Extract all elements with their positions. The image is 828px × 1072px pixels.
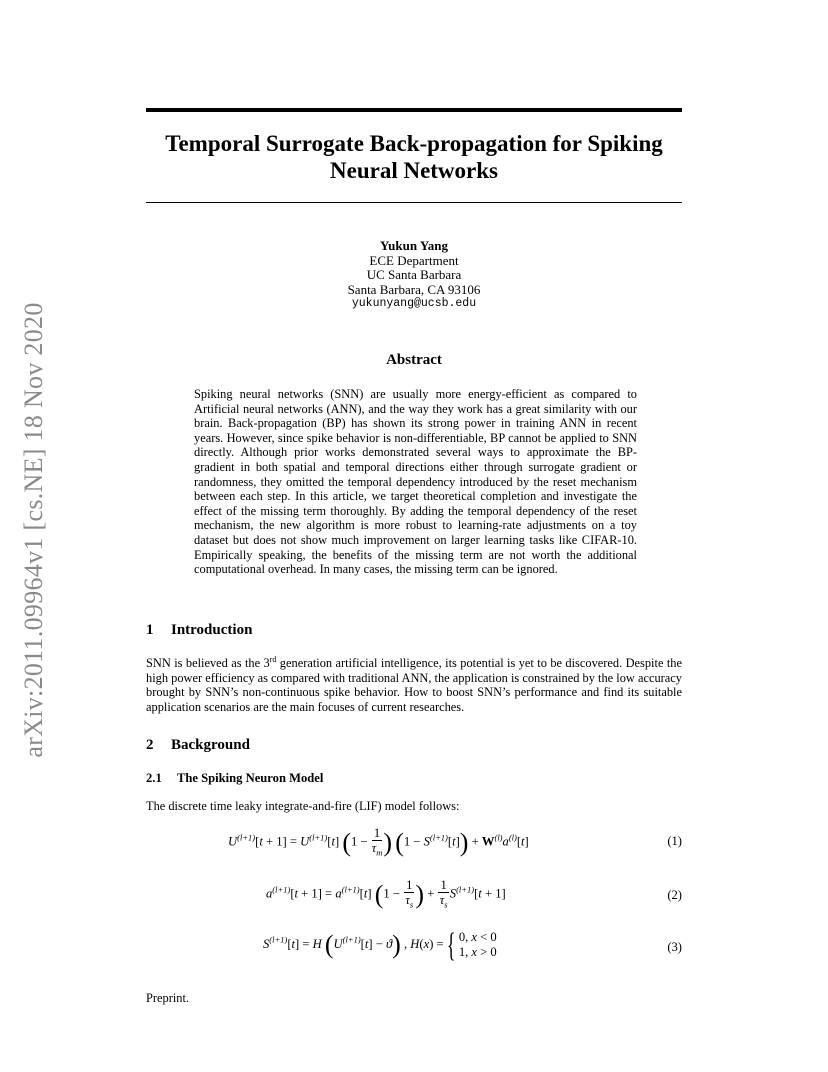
intro-text-start: SNN is believed as the 3 — [146, 656, 270, 670]
paper-title: Temporal Surrogate Back-propagation for Spiking Neural Networks — [165, 131, 663, 183]
author-block — [146, 239, 682, 312]
section-heading-introduction — [146, 622, 252, 639]
section-number: 2 — [146, 737, 154, 753]
subsection-title: The Spiking Neuron Model — [177, 771, 324, 785]
author-institution: UC Santa Barbara — [366, 267, 462, 283]
equation-3 — [146, 928, 682, 968]
subsection-number: 2.1 — [146, 771, 162, 785]
lif-intro-paragraph: The discrete time leaky integrate-and-fire (LIF) model follows: — [146, 799, 460, 813]
arxiv-identifier — [19, 302, 48, 758]
abstract-text: Spiking neural networks (SNN) are usually more energy-efficient as compared to Artificial neural networks (ANN), and the way they work has a great similarity with our brain. Back-propagation (BP) has shown its strong power in training ANN in recent years. However, since spike behavior is non-differentiable, BP cannot be applied to SNN directly. Although prior works demonstrated several ways to approximate the BP-gradient in both spatial and temporal directions either through surrogate gradient or randomness, they omitted the temporal dependency introduced by the reset mechanism between each step. In this article, we target theoretical completion and investigate the effect of the missing term thoroughly. By adding the temporal dependency of the reset mechanism, the new algorithm is more robust to learning-rate adjustments on a toy dataset but does not show much improvement on larger learning tasks like CIFAR-10. Empirically speaking, the benefits of the missing term are not worth the additional computational overhead. In many cases, the missing term can be ignored. — [194, 387, 637, 577]
arxiv-identifier-text: arXiv:2011.09964v1 [cs.NE] 18 Nov 2020 — [19, 302, 48, 758]
introduction-paragraph — [146, 656, 682, 714]
title-top-rule — [146, 108, 682, 112]
equation-1-body: $U^{(l+1)}[t + 1] = U^{(l+1)}[t] (1$ − $\frac{1}{\tau_m}$ ) $(1 - S^{(l+1)}[t]) + W^{(l)}a^{(l)}[t]$ — [228, 826, 529, 858]
section-heading-background — [146, 737, 250, 754]
preprint-footer: Preprint. — [146, 991, 190, 1005]
equation-3-number: (3) — [667, 940, 682, 954]
section-title: Introduction — [171, 622, 253, 638]
author-email: yukunyang@ucsb.edu — [351, 297, 477, 311]
equation-2 — [146, 876, 682, 916]
equation-3-body: $S^{(l+1)}[t] = H$ $(U^{(l+1)}[t] - ϑ)$ , H(x) = { 0, x < 0 1, x > 0 — [263, 930, 497, 960]
equation-1 — [146, 822, 682, 862]
ordinal-superscript: rd — [269, 654, 277, 664]
abstract-heading: Abstract — [386, 352, 442, 368]
section-title: Background — [171, 737, 250, 753]
section-number: 1 — [146, 622, 154, 638]
subsection-heading — [146, 771, 323, 786]
equation-1-number: (1) — [667, 834, 682, 848]
author-department: ECE Department — [369, 252, 459, 268]
equation-2-body: $a^{(l+1)}[t + 1] = a^{(l+1)}[t] (1$ − $\frac{1}{\tau_s}$ ) + $\frac{1}{\tau_s}$ $S^{(l+1)}[t + 1]$ — [266, 878, 506, 910]
author-location: Santa Barbara, CA 93106 — [347, 281, 481, 297]
author-name: Yukun Yang — [379, 238, 449, 253]
intro-text-rest: generation artificial intelligence, its potential is yet to be discovered. Despite the high power efficiency as compared with traditional ANN, the application is constrained by the low accuracy brought by SNN’s non-continuous spike behavior. How to boost SNN’s performance and find its suitable application scenarios are the main focuses of current researches. — [146, 656, 682, 714]
equation-2-number: (2) — [667, 888, 682, 902]
title-bottom-rule — [146, 202, 682, 203]
